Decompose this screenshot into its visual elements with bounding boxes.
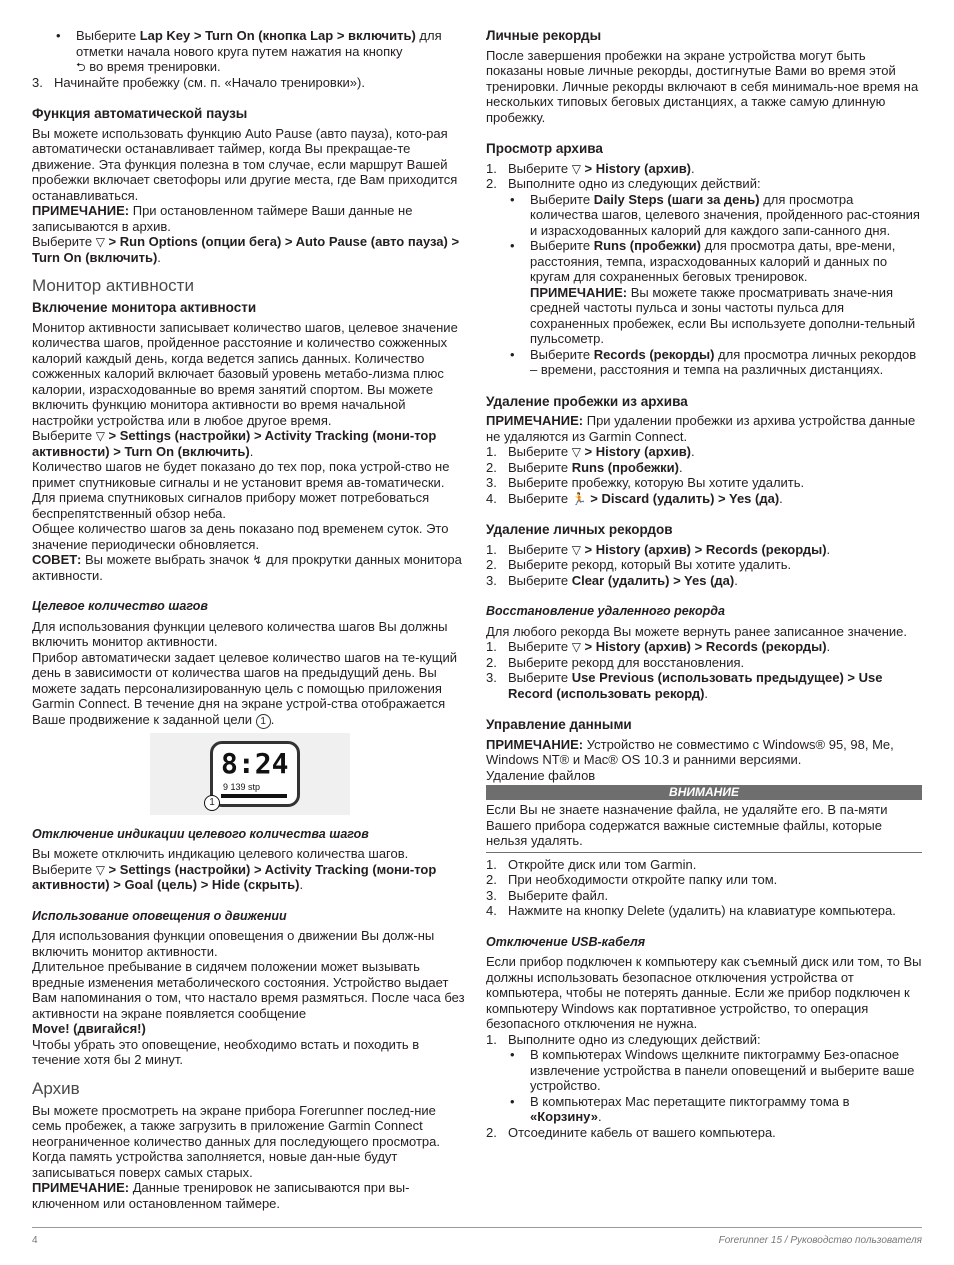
down-triangle-icon: ▽ — [95, 235, 105, 249]
list-item: • В компьютерах Mac перетащите пиктограмму тома в «Корзину». — [510, 1093, 850, 1124]
watch-time: 8:24 — [221, 746, 289, 780]
intro-bullet-list — [32, 28, 466, 75]
section-heading: Управление данными — [486, 717, 632, 732]
list-item: 2. Выполните одно из следующих действий: — [486, 176, 761, 191]
chapter-heading: Архив — [32, 1078, 80, 1098]
down-triangle-icon: ▽ — [95, 862, 105, 877]
warning-label: ВНИМАНИЕ — [486, 785, 922, 800]
paragraph: Удаление файлов — [486, 767, 596, 783]
chapter-heading: Монитор активности — [32, 276, 194, 295]
paragraph: Если прибор подключен к компьютеру как съемный диск или том, то Вы должны использовать безопасное отключения устройства от компьютера, чтобы не потерять данные. Если же прибор подключен к компьютеру Windows как портативное устройство, то операция безопасного отключения не нужна. — [486, 954, 922, 1031]
section-heading: Удаление пробежки из архива — [486, 393, 688, 409]
paragraph: Общее количество шагов за день показано под временем суток. Это значение периодически обновляется. — [32, 521, 449, 552]
bullet-list — [486, 192, 922, 378]
down-triangle-icon: ▽ — [95, 429, 105, 443]
paragraph: Длительное пребывание в сидячем положении может вызывать вредные изменения метаболического состояния. Устройство выдает Вам напоминания о том, что настало время размяться. После часа без активности на экране появляется сообщение — [32, 959, 465, 1021]
list-item: 1. Выполните одно из следующих действий: — [486, 1031, 761, 1047]
section-heading: Включение монитора активности — [32, 300, 257, 315]
down-triangle-icon: ▽ — [571, 445, 581, 459]
down-triangle-icon: ▽ — [571, 161, 581, 176]
subsection-heading: Отключение индикации целевого количества шагов — [32, 826, 369, 841]
steps-list — [486, 542, 922, 589]
paragraph: Прибор автоматически задает целевое количество шагов на те-кущий день в зависимости от количества шагов на предыдущий день. Вы можете задать персонализированную цель с помощью приложения Garmin Connect. В течение дня на экране устрой-ства отображается Ваше продвижение к заданной цели 1 . — [32, 649, 458, 727]
list-item: 1. Откройте диск или том Garmin. — [486, 856, 697, 872]
section-heading: Личные рекорды — [486, 28, 602, 43]
tip: СОВЕТ: Вы можете выбрать значок ↯ для прокрутки данных монитора активности. — [32, 552, 462, 583]
runner-icon: 🏃 — [571, 491, 587, 506]
list-item: • Выберите Daily Steps (шаги за день) для просмотра количества шагов, целевого значения, пройденного рас-стояния и израсходованных калорий для каждого запи-санного дня. — [510, 191, 920, 238]
list-item: 3. Начинайте пробежку (см. п. «Начало тренировки»). — [32, 74, 365, 90]
paragraph: Количество шагов не будет показано до тех пор, пока устрой-ство не примет спутниковые сигналы и не установит время ав-томатически. Для приема спутниковых сигналов прибору может потребоваться беспрепятственный обзор неба. — [32, 459, 450, 521]
instruction: Выберите ▽ > Run Options (опции бега) > Auto Pause (авто пауза) > Turn On (включить). — [32, 234, 460, 265]
section-heading: Просмотр архива — [486, 141, 603, 156]
paragraph: Move! (двигайся!) — [32, 1021, 146, 1036]
hand-icon: ↯ — [252, 553, 263, 567]
steps-list — [486, 1032, 922, 1048]
list-item: • Выберите Records (рекорды) для просмотра личных рекордов – времени, расстояния и темпа на различных дистанциях. — [510, 346, 917, 377]
back-arrow-icon: ⮌ — [76, 60, 86, 74]
list-item: 3. Выберите файл. — [486, 887, 609, 903]
paragraph: Вы можете использовать функцию Auto Pause (авто пауза), кото-рая автоматически останавливает таймер, когда Вы прекращае-те движение. Эта функция полезна в том случае, если маршрут Вашей пробежки включает светофоры или другие места, где Вам приходится останавливаться. — [32, 125, 458, 203]
list-item: • Выберите Runs (пробежки) для просмотра даты, вре-мени, расстояния, темпа, израсходованных калорий и данных по кругам для сохраненных беговых тренировок. ПРИМЕЧАНИЕ: Вы можете также просматривать значе-ния средней частоты пульса и зоны частоты пульса для сохраненных пробежек, если Вы используете дополни-тельный пульсометр. — [510, 238, 916, 346]
list-item: 2. Выберите Runs (пробежки). — [486, 459, 683, 475]
list-item: 3. Выберите пробежку, которую Вы хотите удалить. — [486, 475, 805, 490]
section-heading: Удаление личных рекордов — [486, 522, 673, 537]
callout-marker: 1 — [256, 714, 271, 729]
steps-list — [486, 857, 922, 919]
list-item: • Выберите Lap Key > Turn On (кнопка Lap > включить) для отметки начала нового круга путем нажатия на кнопку ⮌ во время тренировки. — [56, 28, 442, 74]
list-item: 2. Отсоедините кабель от вашего компьютера. — [486, 1124, 776, 1140]
instruction: Выберите ▽ > Settings (настройки) > Activity Tracking (мони-тор активности) > Goal (цель) > Hide (скрыть). — [32, 861, 437, 892]
down-triangle-icon: ▽ — [571, 542, 581, 557]
subsection-heading: Отключение USB-кабеля — [486, 934, 646, 949]
list-item: 1. Выберите ▽ > History (архив) > Records (рекорды). — [486, 541, 831, 557]
down-triangle-icon: ▽ — [571, 640, 581, 654]
callout-marker: 1 — [204, 795, 220, 811]
paragraph: Для использования функции целевого количества шагов Вы должны включить монитор активности. — [32, 618, 448, 649]
list-item: 3. Выберите Use Previous (использовать предыдущее) > Use Record (использовать рекорд). — [486, 670, 883, 701]
paragraph: После завершения пробежки на экране устройства могут быть показаны новые личные рекорды, достигнутые Вами во время этой тренировки. Личные рекорды включают в себя минималь-ное время на нескольких типовых беговых дистанциях, а также самую длинную пробежку. — [486, 47, 919, 125]
list-item: • В компьютерах Windows щелкните пиктограмму Без-опасное извлечение устройства в панели оповещений и выберите ваше устройство. — [510, 1047, 915, 1093]
goal-progress-bar — [221, 794, 287, 798]
steps-list — [32, 75, 466, 91]
paragraph: Для любого рекорда Вы можете вернуть ранее записанное значение. — [486, 623, 907, 639]
list-item: 1. Выберите ▽ > History (архив) > Records (рекорды). — [486, 639, 831, 654]
list-item: 1. Выберите ▽ > History (архив). — [486, 444, 695, 459]
steps-list — [486, 161, 922, 192]
steps-list — [486, 639, 922, 701]
subsection-heading: Целевое количество шагов — [32, 599, 208, 613]
section-heading: Функция автоматической паузы — [32, 106, 248, 121]
bullet-list — [486, 1047, 922, 1125]
page-number: 4 — [32, 1235, 38, 1246]
instruction: Выберите ▽ > Settings (настройки) > Activity Tracking (мони-тор активности) > Turn On (включить). — [32, 428, 437, 459]
list-item: 4. Нажмите на кнопку Delete (удалить) на клавиатуре компьютера. — [486, 903, 896, 918]
list-item: 1. Выберите ▽ > History (архив). — [486, 160, 695, 176]
list-item: 2. При необходимости откройте папку или том. — [486, 872, 778, 887]
steps-list — [486, 1125, 922, 1141]
subsection-heading: Восстановление удаленного рекорда — [486, 604, 725, 618]
note: ПРИМЕЧАНИЕ: При остановленном таймере Ваши данные не записываются в архив. — [32, 203, 413, 234]
paragraph: Чтобы убрать это оповещение, необходимо встать и походить в течение хотя бы 2 минут. — [32, 1036, 420, 1067]
left-column — [32, 28, 466, 1211]
subsection-heading: Использование оповещения о движении — [32, 908, 287, 923]
paragraph: Монитор активности записывает количество шагов, целевое значение количества шагов, пройденное расстояние и количество сожженных калорий каждый день, когда ведется запись данных. Количество сожженных калорий включает базовый уровень метабо-лизма плюс калории, израсходованные во время занятий спортом. Вы можете включить функцию монитора активности во время начальной настройки устройства или в любое другое время. — [32, 319, 458, 428]
list-item: 4. Выберите 🏃 > Discard (удалить) > Yes (да). — [486, 490, 783, 506]
note: ПРИМЕЧАНИЕ: При удалении пробежки из архива устройства данные не удаляются из Garmin Connect. — [486, 413, 916, 444]
list-item: 2. Выберите рекорд, который Вы хотите удалить. — [486, 557, 792, 572]
page-footer — [32, 1227, 922, 1246]
warning-text: Если Вы не знаете назначение файла, не удаляйте его. В па-мяти Вашего прибора содержатся важные системные файлы, которые нельзя удалять. — [486, 802, 888, 848]
steps-list — [486, 444, 922, 506]
list-item: 3. Выберите Clear (удалить) > Yes (да). — [486, 572, 738, 588]
list-item: 2. Выберите рекорд для восстановления. — [486, 654, 745, 670]
note: ПРИМЕЧАНИЕ: Устройство не совместимо с Windows® 95, 98, Me, Windows NT® и Mac® OS 10.3 и ранними версиями. — [486, 736, 894, 767]
warning-box — [486, 785, 922, 853]
document-title: Forerunner 15 / Руководство пользователя — [718, 1235, 922, 1246]
paragraph: Для использования функции оповещения о движении Вы долж-ны включить монитор активности. — [32, 928, 435, 959]
paragraph: Вы можете просмотреть на экране прибора Forerunner послед-ние семь пробежек, а также загрузить в приложение Garmin Connect неограниченное количество данных для последующего просмотра. Когда память устройства заполняется, новые дан-ные будут записываться поверх самых старых. — [32, 1102, 440, 1180]
watch-steps: 9 139 stp — [223, 781, 261, 792]
watch-face — [210, 741, 300, 807]
watch-illustration — [150, 733, 350, 815]
paragraph: Вы можете отключить индикацию целевого количества шагов. — [32, 846, 409, 861]
note: ПРИМЕЧАНИЕ: Данные тренировок не записываются при вы-ключенном или остановленном таймере. — [32, 1180, 410, 1211]
right-column — [486, 28, 922, 1140]
